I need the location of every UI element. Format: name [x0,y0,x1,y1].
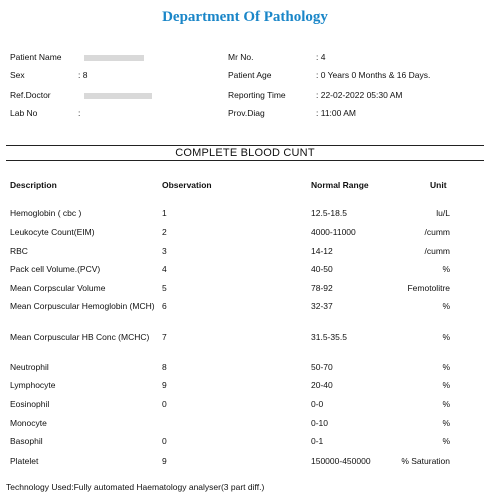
row-normal-range: 0-1 [311,436,324,446]
row-observation: 3 [162,246,167,256]
row-unit: % [442,264,450,274]
row-unit: % [442,301,450,311]
row-unit: % [442,362,450,372]
row-observation: 4 [162,264,167,274]
row-unit: % [442,399,450,409]
row-description: Hemoglobin ( cbc ) [10,208,82,218]
row-observation: 0 [162,436,167,446]
row-unit: % [442,436,450,446]
row-normal-range: 20-40 [311,380,333,390]
row-description: Platelet [10,456,39,466]
report-top-rule [6,145,484,146]
ref-doctor-value [80,90,152,101]
row-description: Pack cell Volume.(PCV) [10,264,101,274]
row-unit: % [442,332,450,342]
patient-name-label: Patient Name [10,52,62,62]
prov-diag-value: : 11:00 AM [316,108,357,118]
row-observation: 9 [162,456,167,466]
row-unit: /cumm [424,246,450,256]
row-unit: % [442,380,450,390]
mr-no-value: : 4 [316,52,326,62]
row-normal-range: 12.5-18.5 [311,208,347,218]
row-unit: % Saturation [401,456,450,466]
lab-no-label: Lab No [10,108,38,118]
row-observation: 9 [162,380,167,390]
row-unit: % [442,418,450,428]
row-observation: 2 [162,227,167,237]
department-title: Department Of Pathology [162,9,328,25]
row-description: Monocyte [10,418,47,428]
row-description: RBC [10,246,28,256]
prov-diag-label: Prov.Diag [228,108,265,118]
row-description: Mean Corpscular Volume [10,283,106,293]
report-title: COMPLETE BLOOD CUNT [175,147,315,159]
column-header-observation: Observation [162,180,212,190]
row-normal-range: 0-10 [311,418,329,428]
row-normal-range: 150000-450000 [311,456,371,466]
row-normal-range: 78-92 [311,283,333,293]
row-description: Eosinophil [10,399,50,409]
row-description: Mean Corpuscular HB Conc (MCHC) [10,332,150,342]
patient-name-value [80,52,144,63]
row-normal-range: 40-50 [311,264,333,274]
lab-no-value: : [78,108,81,118]
redacted-patient-name [84,55,144,61]
row-observation: 1 [162,208,167,218]
row-unit: Femotolitre [407,283,450,293]
row-unit: /cumm [424,227,450,237]
row-observation: 0 [162,399,167,409]
row-observation: 6 [162,301,167,311]
patient-age-value: : 0 Years 0 Months & 16 Days. [316,70,431,80]
row-description: Leukocyte Count(EIM) [10,227,95,237]
sex-label: Sex [10,70,25,80]
technology-note: Technology Used:Fully automated Haematology analyser(3 part diff.) [6,482,265,492]
reporting-time-label: Reporting Time [228,90,286,100]
patient-age-label: Patient Age [228,70,272,80]
row-normal-range: 4000-11000 [311,227,356,237]
report-header-rule [6,160,484,161]
row-description: Lymphocyte [10,380,56,390]
row-description: Basophil [10,436,43,446]
column-header-normal-range: Normal Range [311,180,369,190]
ref-doctor-label: Ref.Doctor [10,90,51,100]
column-header-description: Description [10,180,57,190]
row-normal-range: 14-12 [311,246,333,256]
row-normal-range: 0-0 [311,399,324,409]
row-observation: 5 [162,283,167,293]
row-description: Mean Corpuscular Hemoglobin (MCH) [10,301,155,311]
row-observation: 8 [162,362,167,372]
row-observation: 7 [162,332,167,342]
column-header-unit: Unit [430,180,447,190]
sex-value: : 8 [78,70,88,80]
reporting-time-value: : 22-02-2022 05:30 AM [316,90,403,100]
redacted-doctor-name [84,93,152,99]
row-normal-range: 50-70 [311,362,333,372]
row-normal-range: 32-37 [311,301,333,311]
row-description: Neutrophil [10,362,49,372]
mr-no-label: Mr No. [228,52,254,62]
row-unit: lu/L [436,208,450,218]
row-normal-range: 31.5-35.5 [311,332,347,342]
